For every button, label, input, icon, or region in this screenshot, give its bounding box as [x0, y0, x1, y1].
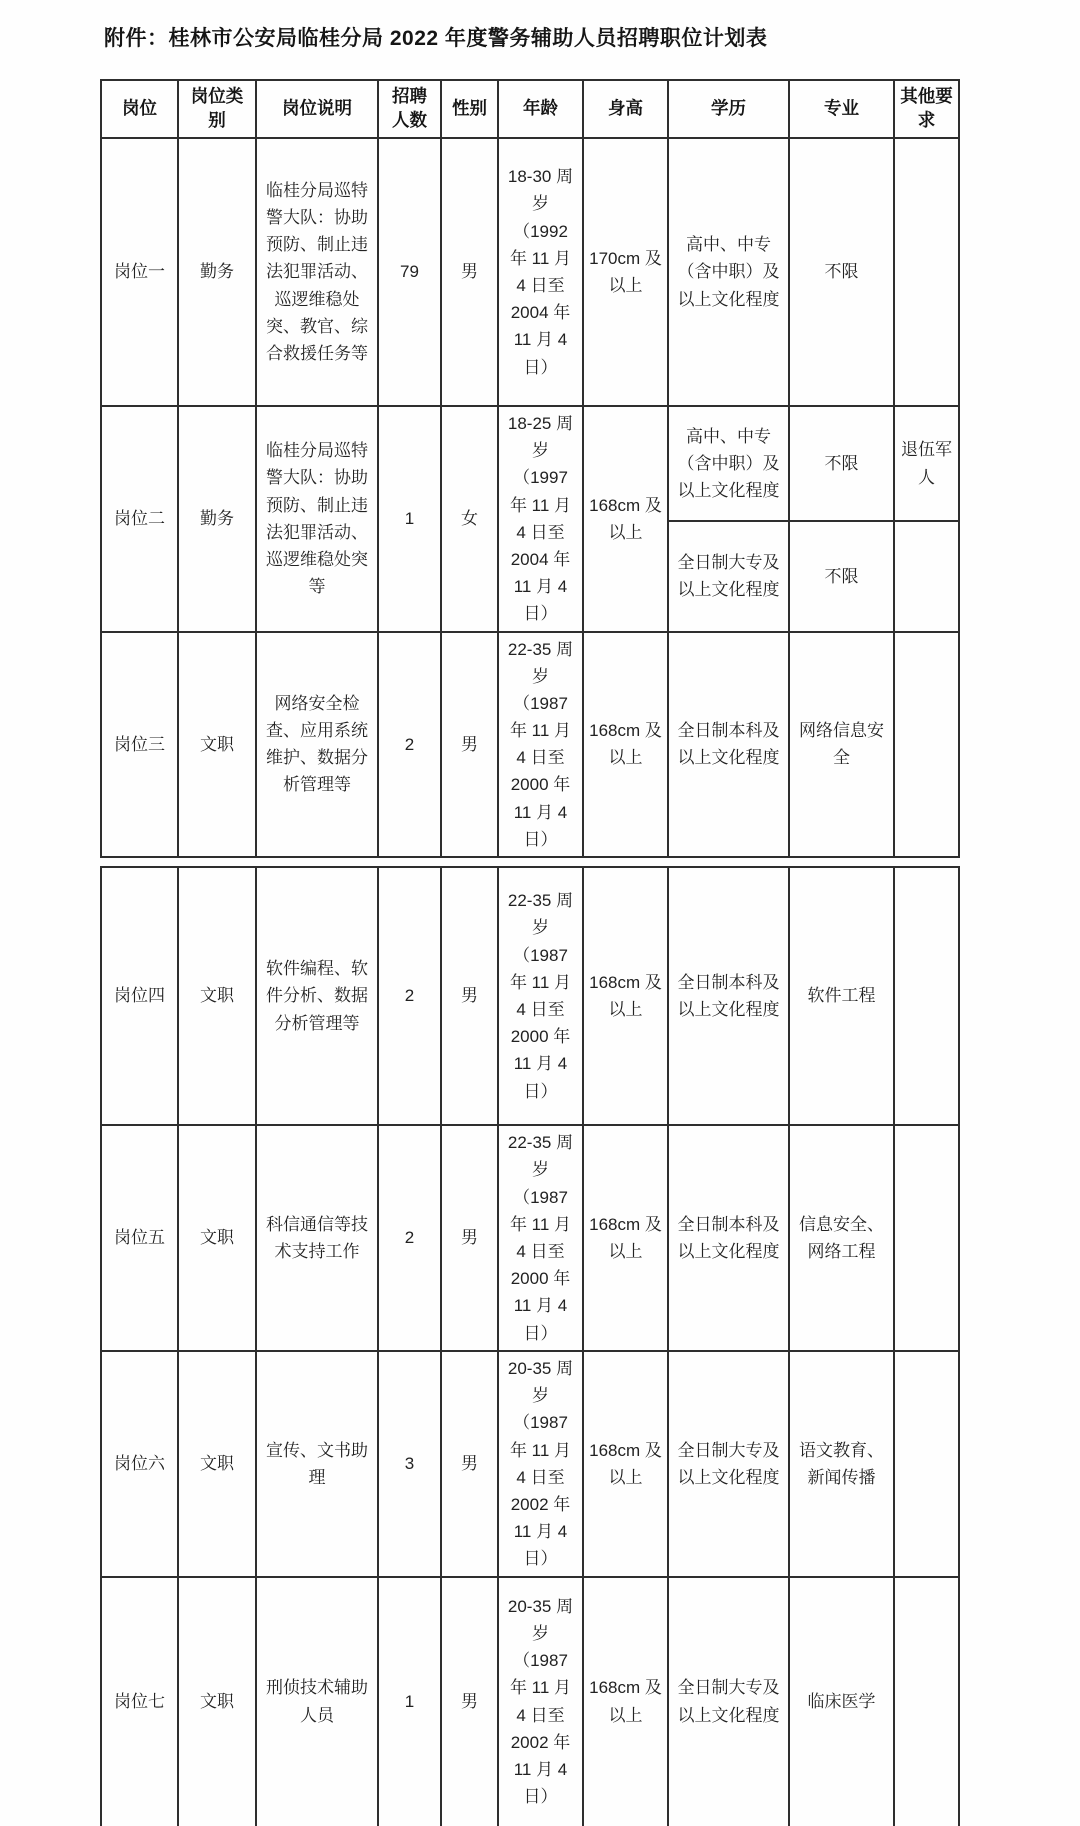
post-cell: 岗位三 — [101, 632, 178, 858]
description-cell: 临桂分局巡特警大队：协助预防、制止违法犯罪活动、巡逻维稳处突等 — [256, 406, 378, 632]
col-header-description: 岗位说明 — [256, 80, 378, 138]
post-cell: 岗位七 — [101, 1577, 178, 1826]
count-cell: 3 — [378, 1351, 441, 1577]
other-cell — [894, 1351, 959, 1577]
count-cell: 2 — [378, 632, 441, 858]
major-cell: 网络信息安全 — [789, 632, 894, 858]
category-cell: 文职 — [178, 632, 256, 858]
age-cell: 22-35 周岁 （1987 年 11 月 4 日至 2000 年 11 月 4 日） — [498, 1125, 583, 1351]
count-cell: 1 — [378, 406, 441, 632]
table-row — [101, 867, 959, 1125]
education-cell: 全日制本科及以上文化程度 — [668, 1125, 789, 1351]
other-cell — [894, 138, 959, 406]
description-cell: 软件编程、软件分析、数据分析管理等 — [256, 867, 378, 1125]
education-cell: 全日制本科及以上文化程度 — [668, 632, 789, 858]
education-cell: 高中、中专（含中职）及以上文化程度 — [668, 406, 789, 521]
other-cell — [894, 1577, 959, 1826]
description-cell: 临桂分局巡特警大队：协助预防、制止违法犯罪活动、巡逻维稳处突、教官、综合救援任务等 — [256, 138, 378, 406]
gender-cell: 男 — [441, 138, 498, 406]
age-cell: 20-35 周岁 （1987 年 11 月 4 日至 2002 年 11 月 4 日） — [498, 1351, 583, 1577]
other-cell — [894, 521, 959, 631]
major-cell: 不限 — [789, 138, 894, 406]
height-cell: 168cm 及以上 — [583, 1351, 668, 1577]
table-row — [101, 1125, 959, 1351]
count-cell: 79 — [378, 138, 441, 406]
age-cell: 18-25 周岁 （1997 年 11 月 4 日至 2004 年 11 月 4 日） — [498, 406, 583, 632]
other-cell: 退伍军人 — [894, 406, 959, 521]
count-cell: 2 — [378, 1125, 441, 1351]
table-row — [101, 406, 959, 521]
major-cell: 软件工程 — [789, 867, 894, 1125]
col-header-gender: 性别 — [441, 80, 498, 138]
description-cell: 科信通信等技术支持工作 — [256, 1125, 378, 1351]
col-header-age: 年龄 — [498, 80, 583, 138]
gender-cell: 男 — [441, 867, 498, 1125]
age-cell: 20-35 周岁 （1987 年 11 月 4 日至 2002 年 11 月 4 日） — [498, 1577, 583, 1826]
description-cell: 宣传、文书助理 — [256, 1351, 378, 1577]
category-cell: 勤务 — [178, 406, 256, 632]
major-cell: 语文教育、新闻传播 — [789, 1351, 894, 1577]
major-cell: 不限 — [789, 406, 894, 521]
height-cell: 168cm 及以上 — [583, 632, 668, 858]
education-cell: 全日制大专及以上文化程度 — [668, 1577, 789, 1826]
major-cell: 临床医学 — [789, 1577, 894, 1826]
category-cell: 文职 — [178, 867, 256, 1125]
education-cell: 全日制大专及以上文化程度 — [668, 521, 789, 631]
age-cell: 22-35 周岁 （1987 年 11 月 4 日至 2000 年 11 月 4 日） — [498, 867, 583, 1125]
table-row — [101, 1577, 959, 1826]
height-cell: 168cm 及以上 — [583, 867, 668, 1125]
col-header-post: 岗位 — [101, 80, 178, 138]
description-cell: 网络安全检查、应用系统维护、数据分析管理等 — [256, 632, 378, 858]
category-cell: 文职 — [178, 1577, 256, 1826]
count-cell: 1 — [378, 1577, 441, 1826]
col-header-other: 其他要求 — [894, 80, 959, 138]
age-cell: 22-35 周岁 （1987 年 11 月 4 日至 2000 年 11 月 4 日） — [498, 632, 583, 858]
col-header-major: 专业 — [789, 80, 894, 138]
page-title: 附件：桂林市公安局临桂分局 2022 年度警务辅助人员招聘职位计划表 — [104, 27, 768, 50]
gender-cell: 男 — [441, 632, 498, 858]
post-cell: 岗位五 — [101, 1125, 178, 1351]
category-cell: 文职 — [178, 1351, 256, 1577]
post-cell: 岗位四 — [101, 867, 178, 1125]
table-row — [101, 632, 959, 858]
col-header-height: 身高 — [583, 80, 668, 138]
education-cell: 全日制本科及以上文化程度 — [668, 867, 789, 1125]
table-row — [101, 1351, 959, 1577]
height-cell: 170cm 及以上 — [583, 138, 668, 406]
post-cell: 岗位一 — [101, 138, 178, 406]
header-row — [101, 80, 959, 138]
col-header-count: 招聘人数 — [378, 80, 441, 138]
major-cell: 不限 — [789, 521, 894, 631]
major-cell: 信息安全、网络工程 — [789, 1125, 894, 1351]
col-header-category: 岗位类别 — [178, 80, 256, 138]
other-cell — [894, 867, 959, 1125]
count-cell: 2 — [378, 867, 441, 1125]
post-cell: 岗位六 — [101, 1351, 178, 1577]
height-cell: 168cm 及以上 — [583, 1577, 668, 1826]
gender-cell: 男 — [441, 1125, 498, 1351]
recruitment-table-page2 — [100, 866, 960, 1826]
age-cell: 18-30 周岁 （1992 年 11 月 4 日至 2004 年 11 月 4 日） — [498, 138, 583, 406]
education-cell: 高中、中专（含中职）及以上文化程度 — [668, 138, 789, 406]
recruitment-table-page1 — [100, 79, 960, 858]
height-cell: 168cm 及以上 — [583, 406, 668, 632]
description-cell: 刑侦技术辅助人员 — [256, 1577, 378, 1826]
education-cell: 全日制大专及以上文化程度 — [668, 1351, 789, 1577]
gender-cell: 男 — [441, 1577, 498, 1826]
post-cell: 岗位二 — [101, 406, 178, 632]
other-cell — [894, 632, 959, 858]
other-cell — [894, 1125, 959, 1351]
height-cell: 168cm 及以上 — [583, 1125, 668, 1351]
gender-cell: 男 — [441, 1351, 498, 1577]
col-header-education: 学历 — [668, 80, 789, 138]
table-row — [101, 138, 959, 406]
category-cell: 文职 — [178, 1125, 256, 1351]
category-cell: 勤务 — [178, 138, 256, 406]
gender-cell: 女 — [441, 406, 498, 632]
